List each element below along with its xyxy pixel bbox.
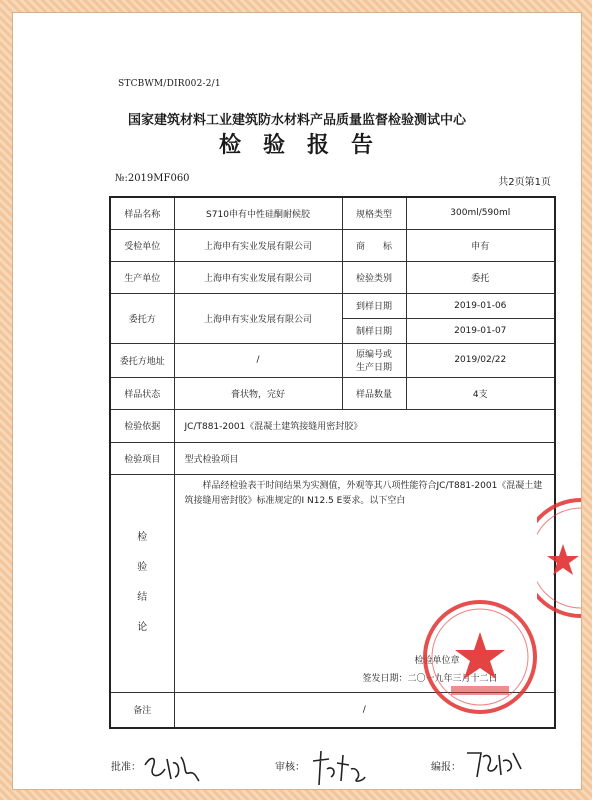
item-value: 型式检验项目 xyxy=(174,442,555,474)
item-label: 检验项目 xyxy=(110,442,174,474)
remark-value: / xyxy=(174,692,555,728)
conclusion-char-1: 检 xyxy=(137,532,148,543)
category-label: 检验类别 xyxy=(342,261,406,293)
table-row xyxy=(110,377,555,409)
table-row xyxy=(110,229,555,261)
orig-no-value: 2019/02/22 xyxy=(406,343,555,377)
orig-no-label xyxy=(342,343,406,377)
sign-date-value: 二〇一九年三月十二日 xyxy=(407,673,498,684)
inspection-stamp xyxy=(421,598,539,716)
document-code: STCBWM/DIR002-2/1 xyxy=(118,79,221,89)
sample-qty-value: 4支 xyxy=(406,377,555,409)
brand-value: 申有 xyxy=(406,229,555,261)
compile-label: 编报： xyxy=(431,762,461,773)
arrival-date-label: 到样日期 xyxy=(342,293,406,318)
conclusion-char-4: 论 xyxy=(137,622,148,633)
producer-value: 上海申有实业发展有限公司 xyxy=(174,261,342,293)
client-label: 委托方 xyxy=(110,293,174,343)
table-row xyxy=(110,442,555,474)
approver-signature xyxy=(141,745,203,785)
conclusion-char-3: 结 xyxy=(137,592,148,603)
inspected-unit-value: 上海申有实业发展有限公司 xyxy=(174,229,342,261)
reviewer-signature xyxy=(307,747,367,787)
report-title: 检验报告 xyxy=(218,133,395,158)
conclusion-text: 样品经检验表干时间结果为实测值，外观等其八项性能符合JC/T881-2001《混凝土建筑接缝用密封胶》标准规定的I N12.5 E要求。以下空白 xyxy=(184,480,543,506)
seal-unit-label: 检验单位章 xyxy=(414,655,460,666)
basis-value: JC/T881-2001《混凝土建筑接缝用密封胶》 xyxy=(174,409,555,442)
table-row xyxy=(110,197,555,229)
table-row xyxy=(110,343,555,377)
brand-label: 商 标 xyxy=(342,229,406,261)
arrival-date-value: 2019-01-06 xyxy=(406,293,555,318)
organization-name: 国家建筑材料工业建筑防水材料产品质量监督检验测试中心 xyxy=(127,113,466,128)
spec-label: 规格类型 xyxy=(342,197,406,229)
client-address-value: / xyxy=(174,343,342,377)
sample-name-value: S710申有中性硅酮耐候胶 xyxy=(174,197,342,229)
inspected-unit-label: 受检单位 xyxy=(110,229,174,261)
approve-label: 批准： xyxy=(111,762,141,773)
prod-date-value: 2019-01-07 xyxy=(406,318,555,343)
conclusion-char-2: 验 xyxy=(137,562,148,573)
basis-label: 检验依据 xyxy=(110,409,174,442)
table-row xyxy=(110,409,555,442)
remark-label: 备注 xyxy=(110,692,174,728)
producer-label: 生产单位 xyxy=(110,261,174,293)
table-row xyxy=(110,293,555,318)
compiler-signature xyxy=(463,747,525,781)
client-address-label: 委托方地址 xyxy=(110,343,174,377)
sample-state-value: 膏状物，完好 xyxy=(174,377,342,409)
report-paper xyxy=(12,12,582,790)
review-label: 审核： xyxy=(275,762,305,773)
sample-name-label: 样品名称 xyxy=(110,197,174,229)
sign-date-label: 签发日期： xyxy=(362,673,408,684)
sample-qty-label: 样品数量 xyxy=(342,377,406,409)
client-value: 上海申有实业发展有限公司 xyxy=(174,293,342,343)
report-number: №:2019MF060 xyxy=(115,173,190,184)
orig-no-label-line1: 原编号或 xyxy=(355,350,392,360)
edge-seal xyxy=(537,498,581,618)
prod-date-label: 制样日期 xyxy=(342,318,406,343)
page-count: 共2页第1页 xyxy=(498,177,551,188)
table-row xyxy=(110,261,555,293)
orig-no-label-line2: 生产日期 xyxy=(355,363,392,373)
sample-state-label: 样品状态 xyxy=(110,377,174,409)
spec-value: 300ml/590ml xyxy=(406,197,555,229)
category-value: 委托 xyxy=(406,261,555,293)
conclusion-label xyxy=(110,474,174,692)
